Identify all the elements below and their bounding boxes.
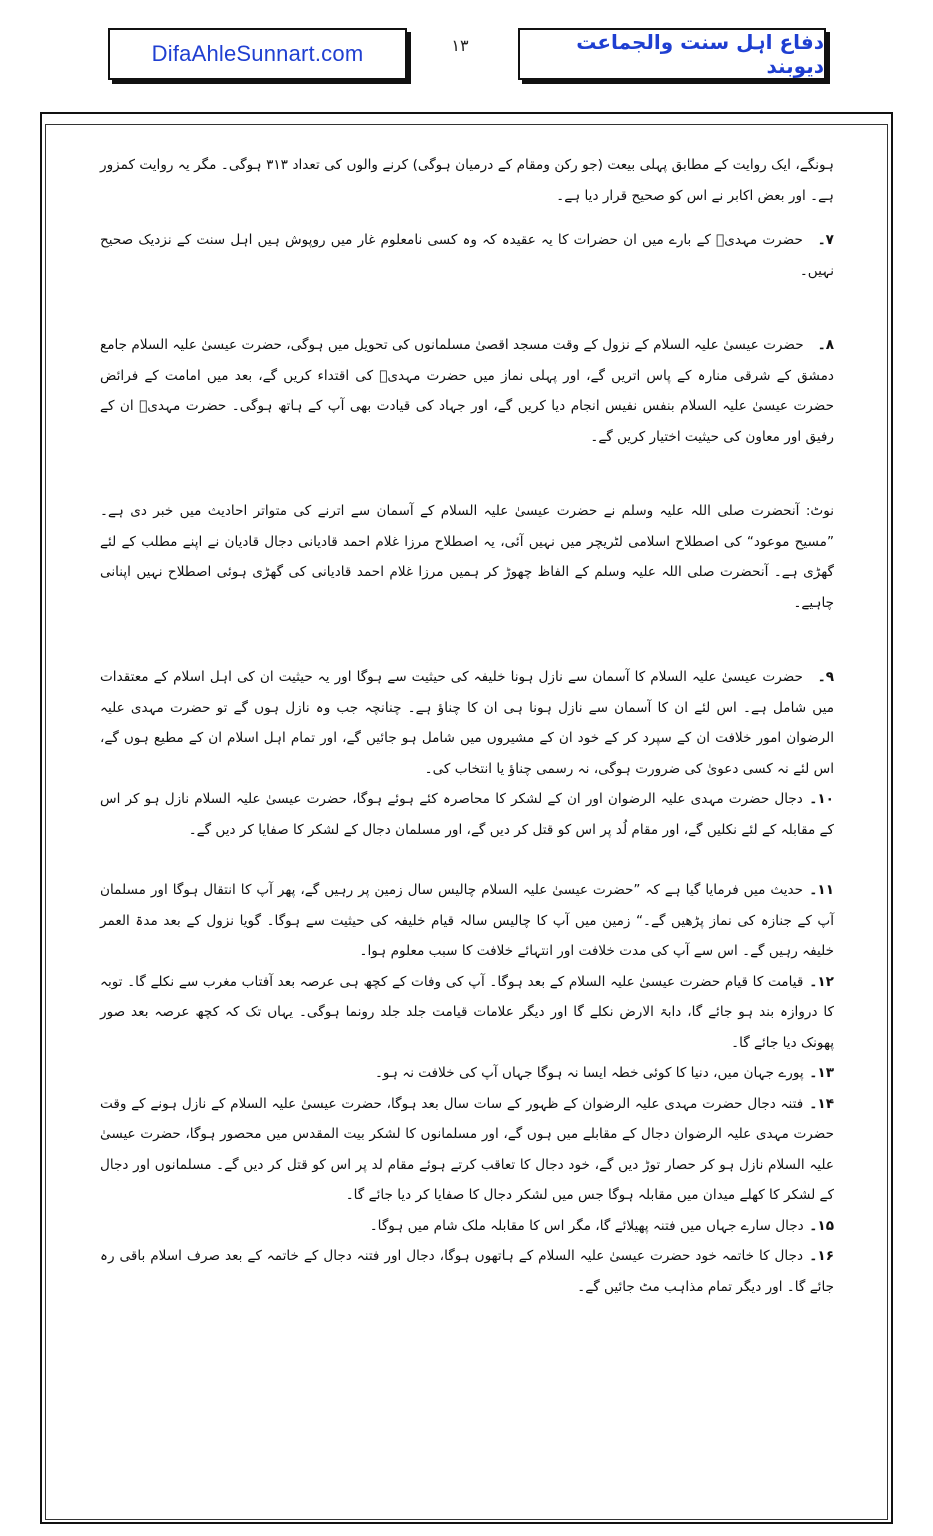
paragraph-9: ۹۔ حضرت عیسیٰ علیہ السلام کا آسمان سے نازل ہونا خلیفہ کی حیثیت سے ہوگا اور یہ حیثیت ان کی اہل اسلام کے معتقدات میں شامل ہے۔ اس لئے ان کا آسمان سے نازل ہونا ہی ان کا چناؤ ہے۔ چنانچہ جب وہ نازل ہوں گے تو حضرت مہدی علیہ الرضوان امور خلافت ان کے سپرد کر کے خود ان کے مشیروں میں شامل ہو جائیں گے، اور تمام اہل اسلام ان کے مطیع ہوں گے، اس لئے نہ کسی دعویٰ کی ضرورت ہوگی، نہ رسمی چناؤ یا انتخاب کی۔ [100,662,834,784]
paragraph-number: ۱۵۔ [809,1217,834,1234]
paragraph-13: ۱۳۔ پورے جہان میں، دنیا کا کوئی خطہ ایسا نہ ہوگا جہاں آپ کی خلافت نہ ہو۔ [100,1058,834,1089]
book-title: دفاع اہل سنت والجماعت دیوبند [576,30,824,78]
paragraph-16: ۱۶۔ دجال کا خاتمہ خود حضرت عیسیٰ علیہ السلام کے ہاتھوں ہوگا، دجال اور فتنہ دجال کے خاتمہ کے بعد صرف اسلام باقی رہ جائے گا۔ اور دیگر تمام مذاہب مٹ جائیں گے۔ [100,1241,834,1302]
paragraph-number: ۱۰۔ [809,791,834,807]
paragraph-number: ۱۴۔ [809,1095,834,1112]
paragraph-8: ۸۔ حضرت عیسیٰ علیہ السلام کے نزول کے وقت مسجد اقصیٰ مسلمانوں کی تحویل میں ہوگی، حضرت عیسیٰ علیہ السلام جامع دمشق کے شرقی منارہ کے پاس اتریں گے، اور پہلی نماز میں حضرت مہدیؒ کی اقتداء کریں گے، بعد میں امامت کے فرائض حضرت عیسیٰ علیہ السلام بنفس نفیس انجام دیا کریں گے، اور جہاد کی قیادت بھی آپ کے ہاتھ ہوگی۔ حضرت مہدیؒ ان کے رفیق اور معاون کی حیثیت اختیار کریں گے۔ [100,330,834,452]
paragraph-number: ۱۲۔ [809,973,834,990]
paragraph-number: ۱۳۔ [809,1065,834,1081]
paragraph-12: ۱۲۔ قیامت کا قیام حضرت عیسیٰ علیہ السلام کے بعد ہوگا۔ آپ کی وفات کے کچھ ہی عرصہ بعد آفتاب مغرب سے نکلے گا۔ توبہ کا دروازہ بند ہو جائے گا، دابۃ الارض نکلے گا اور دیگر علامات قیامت جلد جلد رونما ہوگی۔ یہاں تک کہ کچھ عرصہ بعد صور پھونک دیا جائے گا۔ [100,967,834,1059]
paragraph-11: ۱۱۔ حدیث میں فرمایا گیا ہے کہ ”حضرت عیسیٰ علیہ السلام چالیس سال زمین پر رہیں گے، پھر آپ کا انتقال ہوگا اور مسلمان آپ کے جنازہ کی نماز پڑھیں گے۔“ زمین میں آپ کا چالیس سالہ قیام خلیفہ کی حیثیت سے ہوگا۔ گویا نزول کے بعد مدۃ العمر خلیفہ رہیں گے۔ اس سے آپ کی مدت خلافت اور انتہائے خلافت کا سبب معلوم ہوا۔ [100,875,834,967]
site-url: DifaAhleSunnart.com [151,41,364,66]
paragraph-number: ۱۶۔ [809,1248,834,1264]
paragraph-7: ۷۔ حضرت مہدیؒ کے بارے میں ان حضرات کا یہ عقیدہ کہ وہ کسی نامعلوم غار میں روپوش ہیں اہل سنت کے نزدیک صحیح نہیں۔ [100,225,834,286]
paragraph-number: ۷۔ [817,232,834,248]
note-paragraph: نوٹ: آنحضرت صلی اللہ علیہ وسلم نے حضرت عیسیٰ علیہ السلام کے آسمان سے اترنے کی متواتر احادیث میں خبر دی ہے۔ ”مسیح موعود“ کی اصطلاح اسلامی لٹریچر میں نہیں آئی، یہ اصطلاح مرزا غلام احمد قادیانی دجال قادیان نے اپنے مطلب کے لئے گھڑی ہے۔ آنحضرت صلی اللہ علیہ وسلم کے الفاظ چھوڑ کر ہمیں مرزا غلام احمد قادیانی کی گھڑی ہوئی اصطلاح نہیں اپنانی چاہیے۔ [100,503,834,611]
page-body [100,150,834,1302]
paragraph-10: ۱۰۔ دجال حضرت مہدی علیہ الرضوان اور ان کے لشکر کا محاصرہ کئے ہوئے ہوگا، حضرت عیسیٰ علیہ السلام نازل ہو کر اس کے مقابلہ کے لئے نکلیں گے، اور مقام لُد پر اس کو قتل کر دیں گے، اور مسلمان دجال کے لشکر کا صفایا کر دیں گے۔ [100,784,834,845]
site-url-box [108,28,407,80]
paragraph-14: ۱۴۔ فتنہ دجال حضرت مہدی علیہ الرضوان کے ظہور کے سات سال بعد ہوگا، حضرت عیسیٰ علیہ السلام کے نازل ہونے کے وقت حضرت مہدی علیہ الرضوان دجال کے مقابلے میں ہوں گے، اور مسلمانوں کا لشکر بیت المقدس میں محصور ہوگا، حضرت عیسیٰ علیہ السلام نازل ہو کر حصار توڑ دیں گے، خود دجال کا تعاقب کرتے ہوئے مقام لد پر اس کو قتل کر دیں گے۔ مسلمانوں اور دجال کے لشکر کا کھلے میدان میں مقابلہ ہوگا جس میں لشکر دجال کا صفایا کر دیا جائے گا۔ [100,1089,834,1211]
page-number: ١٣ [451,36,469,55]
paragraph-number: ۱۱۔ [809,882,834,898]
paragraph-15: ۱۵۔ دجال سارے جہاں میں فتنہ پھیلائے گا، مگر اس کا مقابلہ ملک شام میں ہوگا۔ [100,1211,834,1242]
paragraph-number: ۹۔ [817,669,834,685]
paragraph-continued: ہونگے، ایک روایت کے مطابق پہلی بیعت (جو رکن ومقام کے درمیان ہوگی) کرنے والوں کی تعداد ۳۱۳ ہوگی۔ مگر یہ روایت کمزور ہے۔ اور بعض اکابر نے اس کو صحیح قرار دیا ہے۔ [100,157,834,204]
paragraph-number: ۸۔ [817,337,834,353]
book-title-box [518,28,826,80]
